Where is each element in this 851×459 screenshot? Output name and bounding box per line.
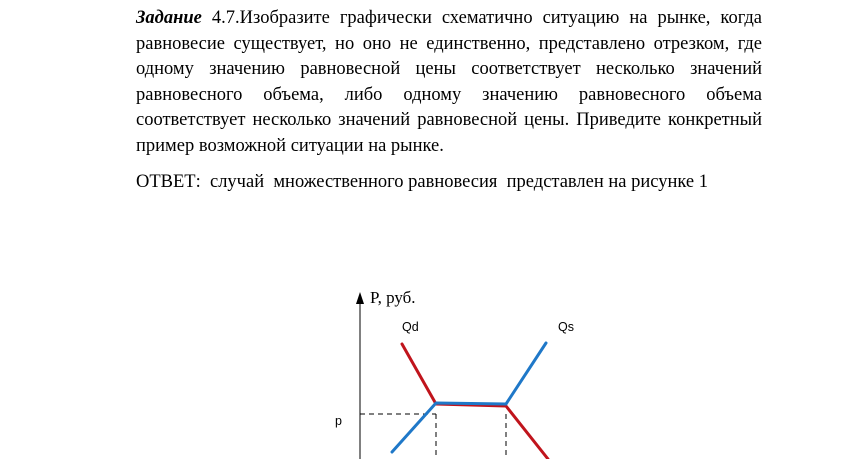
- task-text: Изобразите графически схематично ситуацию на рынке, когда равновесие существует, но оно не единственно, представлено отрезком, где одному значению равновесной цены соответствует несколько значений равновесного объема, либо одному значению равновесного объема соответствует несколько значений равновесной цены. Приведите конкретный пример возможной ситуации на рынке.: [136, 8, 763, 156]
- supply-curve: [392, 343, 546, 452]
- y-axis-arrow: [356, 292, 364, 304]
- demand-curve: [402, 344, 548, 459]
- y-axis-label: P, руб.: [370, 288, 416, 307]
- answer-paragraph: ОТВЕТ: случай множественного равновесия представлен на рисунке 1: [136, 172, 709, 192]
- supply-curve-label: Qs: [558, 320, 574, 334]
- task-label: Задание: [136, 8, 202, 28]
- task-number: 4.7.: [201, 8, 240, 28]
- demand-curve-label: Qd: [402, 320, 419, 334]
- price-label: p: [335, 414, 342, 428]
